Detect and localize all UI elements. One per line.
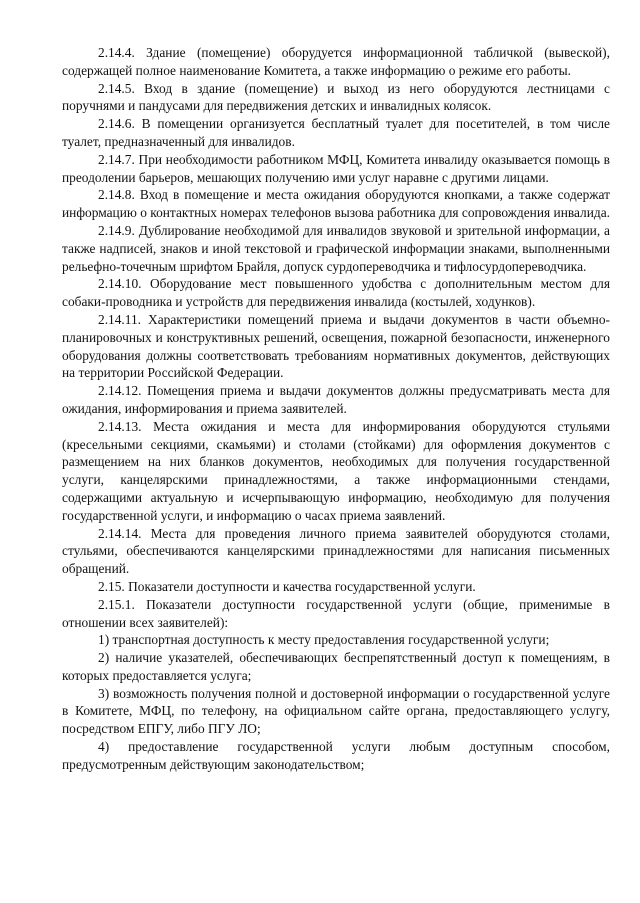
paragraph-2-14-14: 2.14.14. Места для проведения личного приема заявителей оборудуются столами, стульями, обеспечиваются канцелярскими принадлежностями для написания письменных обращений. — [62, 525, 610, 577]
paragraph-2-14-4: 2.14.4. Здание (помещение) оборудуется информационной табличкой (вывеской), содержащей полное наименование Комитета, а также информацию о режиме его работы. — [62, 45, 610, 78]
paragraph-2-14-9: 2.14.9. Дублирование необходимой для инвалидов звуковой и зрительной информации, а также надписей, знаков и иной текстовой и графической информации знаками, выполненными рельефно-точечным шрифтом Брайля, допуск сурдопереводчика и тифлосурдопереводчика. — [62, 222, 610, 274]
paragraph-2-14-10: 2.14.10. Оборудование мест повышенного удобства с дополнительным местом для собаки-проводника и устройств для передвижения инвалида (костылей, ходунков). — [62, 276, 610, 310]
paragraph-2-14-8: 2.14.8. Вход в помещение и места ожидания оборудуются кнопками, а также содержат информацию о контактных номерах телефонов вызова работника для сопровождения инвалида. — [62, 187, 611, 221]
paragraph-2-14-11: 2.14.11. Характеристики помещений приема и выдачи документов в части объемно-планировочных и конструктивных решений, освещения, пожарной безопасности, инженерного оборудования должны соответствовать требованиям нормативных документов, действующих на территории Российской Федерации. — [62, 311, 610, 381]
list-item-2: 2) наличие указателей, обеспечивающих беспрепятственный доступ к помещениям, в которых предоставляется услуга; — [62, 650, 610, 683]
paragraph-2-15-1: 2.15.1. Показатели доступности государственной услуги (общие, применимые в отношении всех заявителей): — [62, 596, 610, 630]
paragraph-2-14-6: 2.14.6. В помещении организуется бесплатный туалет для посетителей, в том числе туалет, предназначенный для инвалидов. — [62, 116, 610, 149]
document-page — [62, 44, 610, 774]
paragraph-2-15: 2.15. Показатели доступности и качества государственной услуги. — [98, 578, 476, 594]
paragraph-2-14-5: 2.14.5. Вход в здание (помещение) и выход из него оборудуются лестницами с поручнями и пандусами для передвижения детских и инвалидных колясок. — [62, 80, 610, 114]
paragraph-2-14-12: 2.14.12. Помещения приема и выдачи документов должны предусматривать места для ожидания, информирования и приема заявителей. — [62, 383, 610, 416]
paragraph-2-14-13: 2.14.13. Места ожидания и места для информирования оборудуются стульями (кресельными секциями, скамьями) и столами (стойками) для оформления документов с размещением на них бланков документов, необходимых для получения государственной услуги, канцелярскими принадлежностями, а также информационными стендами, содержащими актуальную и исчерпывающую информацию, необходимую для получения государственной услуги, и информацию о часах приема заявлений. — [62, 418, 610, 523]
list-item-3: 3) возможность получения полной и достоверной информации о государственной услуге в Комитете, МФЦ, по телефону, на официальном сайте органа, предоставляющего услугу, посредством ЕПГУ, либо ПГУ ЛО; — [62, 685, 610, 737]
list-item-4: 4) предоставление государственной услуги любым доступным способом, предусмотренным действующим законодательством; — [62, 739, 610, 772]
list-item-1: 1) транспортная доступность к месту предоставления государственной услуги; — [98, 632, 550, 648]
paragraph-2-14-7: 2.14.7. При необходимости работником МФЦ, Комитета инвалиду оказывается помощь в преодолении барьеров, мешающих получению ими услуг наравне с другими лицами. — [62, 151, 610, 185]
